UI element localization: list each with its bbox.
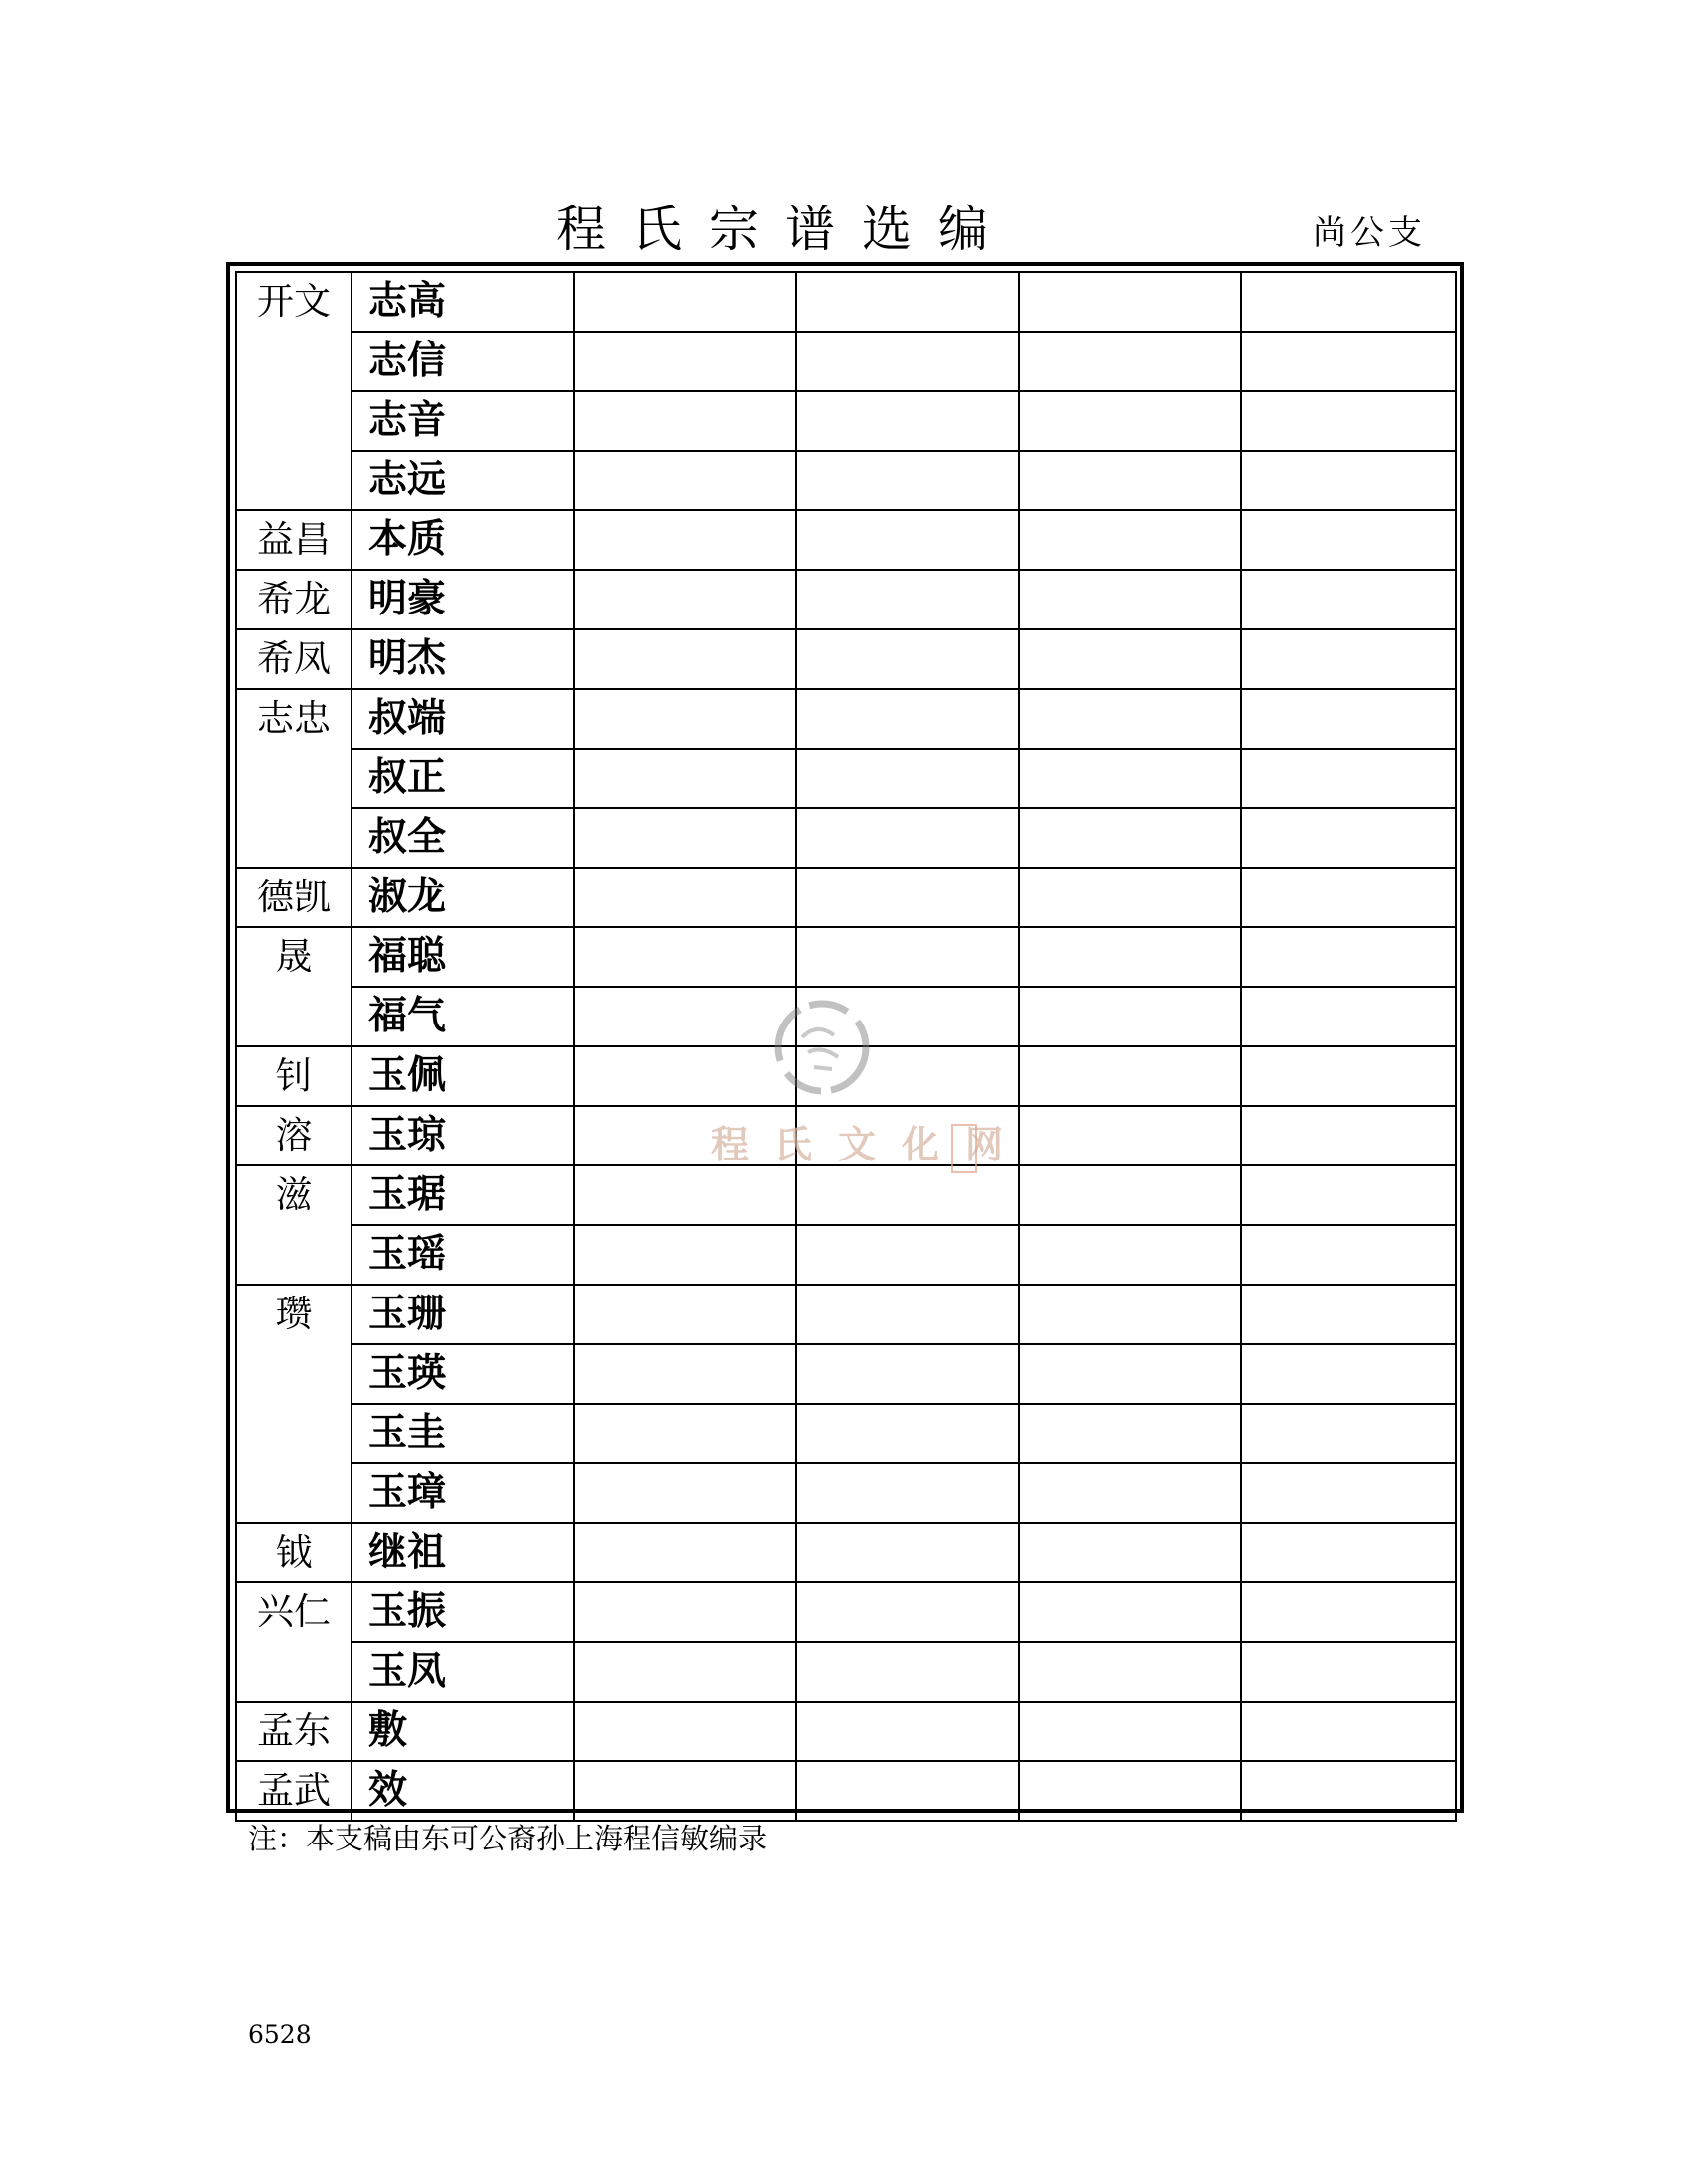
empty-cell: [1241, 451, 1456, 510]
father-cell: 志忠: [236, 689, 352, 868]
empty-cell: [1241, 1642, 1456, 1702]
empty-cell: [574, 1225, 796, 1285]
table-row: [236, 1165, 1456, 1225]
table-row: [236, 1225, 1456, 1285]
empty-cell: [574, 1046, 796, 1106]
son-cell: 玉琼: [352, 1106, 574, 1165]
empty-cell: [1241, 987, 1456, 1046]
empty-cell: [1241, 868, 1456, 927]
table-row: [236, 1344, 1456, 1404]
empty-cell: [1241, 272, 1456, 332]
empty-cell: [796, 629, 1019, 689]
watermark-stamp-icon: [951, 1124, 977, 1173]
table-row: [236, 391, 1456, 451]
empty-cell: [574, 1642, 796, 1702]
father-cell: 希龙: [236, 570, 352, 629]
son-cell: 效: [352, 1761, 574, 1821]
empty-cell: [1241, 1404, 1456, 1463]
table-row: [236, 1642, 1456, 1702]
father-cell: 德凯: [236, 868, 352, 927]
table-row: [236, 1582, 1456, 1642]
table-row: [236, 1404, 1456, 1463]
empty-cell: [796, 570, 1019, 629]
empty-cell: [574, 987, 796, 1046]
son-cell: 玉瑶: [352, 1225, 574, 1285]
empty-cell: [1241, 510, 1456, 570]
empty-cell: [1019, 451, 1241, 510]
empty-cell: [1241, 1165, 1456, 1225]
empty-cell: [574, 868, 796, 927]
empty-cell: [796, 1463, 1019, 1523]
table-row: [236, 808, 1456, 868]
empty-cell: [1241, 1046, 1456, 1106]
empty-cell: [1241, 1761, 1456, 1821]
son-cell: 玉琚: [352, 1165, 574, 1225]
empty-cell: [1019, 868, 1241, 927]
empty-cell: [1241, 749, 1456, 808]
table-row: [236, 868, 1456, 927]
empty-cell: [574, 391, 796, 451]
empty-cell: [574, 332, 796, 391]
son-cell: 玉圭: [352, 1404, 574, 1463]
empty-cell: [796, 1344, 1019, 1404]
table-row: [236, 510, 1456, 570]
empty-cell: [1019, 1106, 1241, 1165]
father-cell: 益昌: [236, 510, 352, 570]
empty-cell: [1241, 1106, 1456, 1165]
empty-cell: [796, 1225, 1019, 1285]
empty-cell: [1241, 391, 1456, 451]
father-cell: 晟: [236, 927, 352, 1046]
empty-cell: [796, 1523, 1019, 1582]
son-cell: 福聪: [352, 927, 574, 987]
empty-cell: [1019, 1761, 1241, 1821]
table-row: [236, 629, 1456, 689]
empty-cell: [574, 1404, 796, 1463]
table-row: [236, 1523, 1456, 1582]
father-cell: 钺: [236, 1523, 352, 1582]
empty-cell: [1241, 1344, 1456, 1404]
son-cell: 继祖: [352, 1523, 574, 1582]
empty-cell: [1019, 1642, 1241, 1702]
father-cell: 兴仁: [236, 1582, 352, 1702]
father-cell: 希凤: [236, 629, 352, 689]
empty-cell: [1019, 808, 1241, 868]
table-row: [236, 1761, 1456, 1821]
empty-cell: [796, 749, 1019, 808]
empty-cell: [1019, 272, 1241, 332]
empty-cell: [1019, 391, 1241, 451]
empty-cell: [1241, 808, 1456, 868]
empty-cell: [1019, 629, 1241, 689]
father-cell: 开文: [236, 272, 352, 510]
son-cell: 玉璋: [352, 1463, 574, 1523]
empty-cell: [574, 451, 796, 510]
empty-cell: [574, 1285, 796, 1344]
son-cell: 明杰: [352, 629, 574, 689]
empty-cell: [796, 868, 1019, 927]
empty-cell: [1019, 1285, 1241, 1344]
son-cell: 叔端: [352, 689, 574, 749]
empty-cell: [1019, 510, 1241, 570]
branch-label: 尚公支: [1313, 213, 1426, 253]
son-cell: 玉珊: [352, 1285, 574, 1344]
father-cell: 溶: [236, 1106, 352, 1165]
empty-cell: [796, 451, 1019, 510]
empty-cell: [1019, 987, 1241, 1046]
empty-cell: [1241, 570, 1456, 629]
document-title: 程氏宗谱选编: [556, 201, 1015, 258]
table-row: [236, 570, 1456, 629]
table-row: [236, 689, 1456, 749]
empty-cell: [1241, 629, 1456, 689]
table-row: [236, 927, 1456, 987]
empty-cell: [1019, 1225, 1241, 1285]
empty-cell: [574, 1761, 796, 1821]
seal-icon: [773, 998, 872, 1097]
empty-cell: [574, 749, 796, 808]
table-row: [236, 272, 1456, 332]
empty-cell: [1241, 927, 1456, 987]
table-row: [236, 749, 1456, 808]
empty-cell: [1019, 689, 1241, 749]
empty-cell: [1019, 1463, 1241, 1523]
empty-cell: [796, 272, 1019, 332]
son-cell: 玉凤: [352, 1642, 574, 1702]
empty-cell: [574, 1582, 796, 1642]
empty-cell: [1019, 1582, 1241, 1642]
father-cell: 孟东: [236, 1702, 352, 1761]
son-cell: 志信: [352, 332, 574, 391]
empty-cell: [574, 1463, 796, 1523]
empty-cell: [796, 391, 1019, 451]
empty-cell: [796, 510, 1019, 570]
empty-cell: [1241, 1582, 1456, 1642]
empty-cell: [796, 1582, 1019, 1642]
son-cell: 玉佩: [352, 1046, 574, 1106]
empty-cell: [574, 1344, 796, 1404]
table-row: [236, 1702, 1456, 1761]
empty-cell: [796, 332, 1019, 391]
empty-cell: [1241, 1225, 1456, 1285]
table-row: [236, 1285, 1456, 1344]
son-cell: 淑龙: [352, 868, 574, 927]
empty-cell: [1019, 749, 1241, 808]
empty-cell: [574, 629, 796, 689]
empty-cell: [1019, 1165, 1241, 1225]
son-cell: 福气: [352, 987, 574, 1046]
empty-cell: [796, 1761, 1019, 1821]
empty-cell: [1241, 332, 1456, 391]
empty-cell: [796, 689, 1019, 749]
empty-cell: [796, 1702, 1019, 1761]
son-cell: 本质: [352, 510, 574, 570]
empty-cell: [796, 808, 1019, 868]
footnote: 注：本支稿由东可公裔孙上海程信敏编录: [248, 1822, 768, 1855]
empty-cell: [574, 689, 796, 749]
table-row: [236, 332, 1456, 391]
empty-cell: [1241, 1285, 1456, 1344]
empty-cell: [1019, 927, 1241, 987]
father-cell: 钊: [236, 1046, 352, 1106]
empty-cell: [574, 1523, 796, 1582]
empty-cell: [1019, 1344, 1241, 1404]
empty-cell: [574, 1165, 796, 1225]
table-row: [236, 1463, 1456, 1523]
empty-cell: [1019, 1404, 1241, 1463]
empty-cell: [1019, 1702, 1241, 1761]
son-cell: 玉瑛: [352, 1344, 574, 1404]
empty-cell: [796, 1165, 1019, 1225]
empty-cell: [1241, 1523, 1456, 1582]
son-cell: 志远: [352, 451, 574, 510]
empty-cell: [574, 272, 796, 332]
empty-cell: [796, 927, 1019, 987]
empty-cell: [574, 510, 796, 570]
empty-cell: [796, 1642, 1019, 1702]
empty-cell: [1241, 1463, 1456, 1523]
father-cell: 孟武: [236, 1761, 352, 1821]
empty-cell: [1019, 332, 1241, 391]
son-cell: 志音: [352, 391, 574, 451]
table-row: [236, 451, 1456, 510]
empty-cell: [1241, 1702, 1456, 1761]
son-cell: 志高: [352, 272, 574, 332]
empty-cell: [1019, 570, 1241, 629]
empty-cell: [796, 1285, 1019, 1344]
empty-cell: [574, 808, 796, 868]
watermark-text: 程氏文化网: [711, 1122, 1030, 1166]
empty-cell: [796, 1404, 1019, 1463]
son-cell: 玉振: [352, 1582, 574, 1642]
empty-cell: [574, 927, 796, 987]
son-cell: 叔正: [352, 749, 574, 808]
father-cell: 瓒: [236, 1285, 352, 1523]
empty-cell: [1241, 689, 1456, 749]
page-number: 6528: [248, 2020, 312, 2049]
son-cell: 敷: [352, 1702, 574, 1761]
son-cell: 明豪: [352, 570, 574, 629]
empty-cell: [1019, 1046, 1241, 1106]
empty-cell: [574, 1702, 796, 1761]
son-cell: 叔全: [352, 808, 574, 868]
father-cell: 滋: [236, 1165, 352, 1285]
empty-cell: [1019, 1523, 1241, 1582]
empty-cell: [574, 570, 796, 629]
